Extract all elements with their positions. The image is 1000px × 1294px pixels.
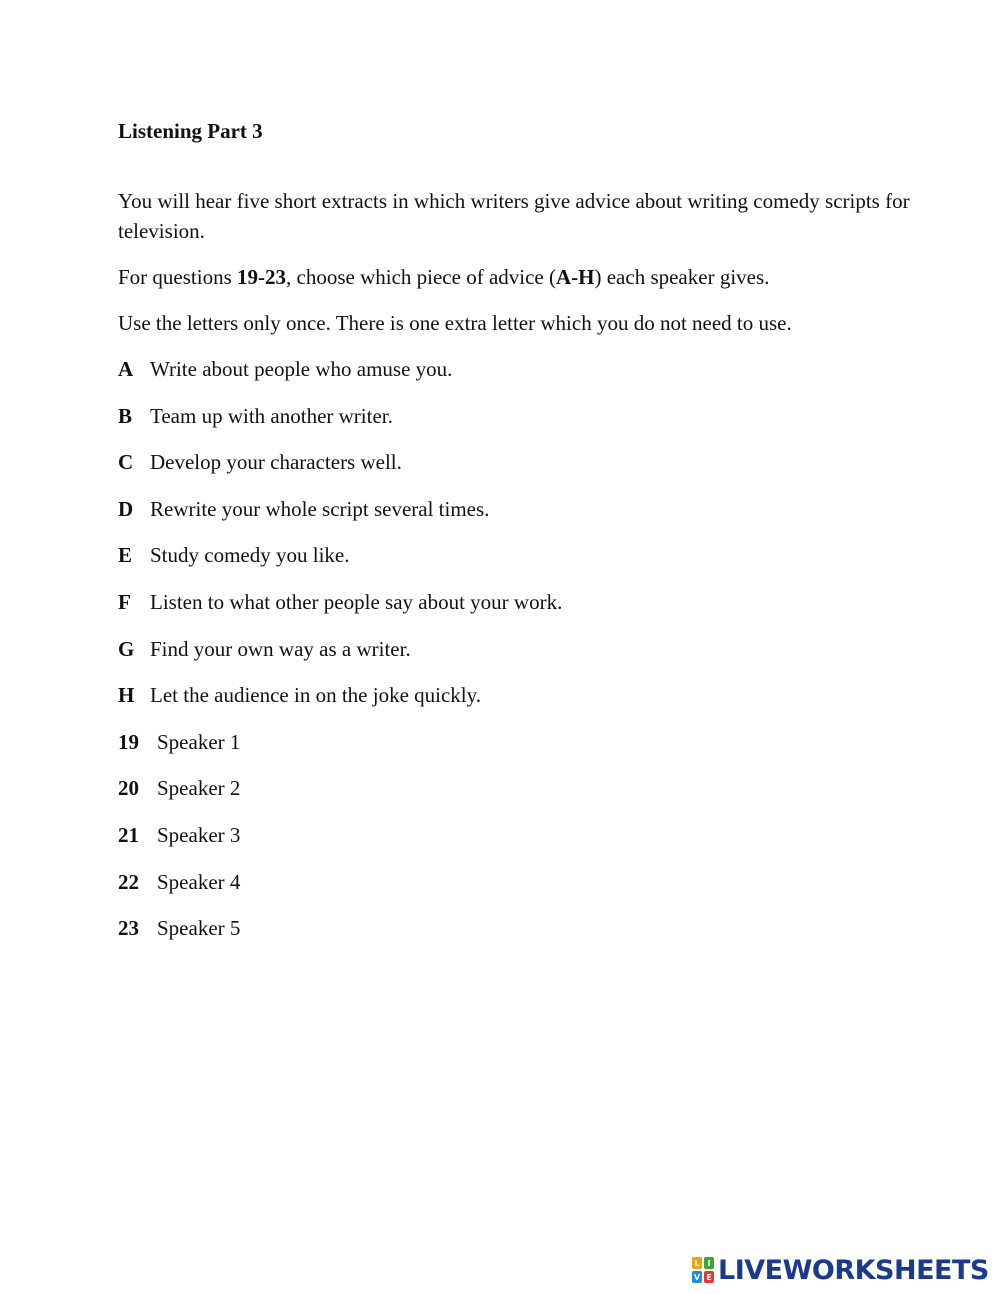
question-item: 23 Speaker 5 <box>118 916 241 941</box>
note-text: Use the letters only once. There is one extra letter which you do not need to use. <box>118 311 792 335</box>
intro-text: You will hear five short extracts in which writers give advice about writing comedy scripts for television. <box>118 189 910 243</box>
question-item: 20 Speaker 2 <box>118 776 241 801</box>
worksheet-page <box>118 116 918 960</box>
option-item: E Study comedy you like. <box>118 543 350 568</box>
question-item: 22 Speaker 4 <box>118 869 241 894</box>
liveworksheets-logo <box>692 1252 989 1288</box>
question-item: 19 Speaker 1 <box>118 729 241 754</box>
option-item: G Find your own way as a writer. <box>118 636 411 661</box>
option-item: H Let the audience in on the joke quickly. <box>118 683 482 708</box>
logo-icon-tile: I <box>704 1257 714 1269</box>
instruction-text: For questions 19-23, choose which piece of advice (A-H) each speaker gives. <box>118 265 770 289</box>
logo-icon-tile: V <box>693 1272 701 1282</box>
option-item: A Write about people who amuse you. <box>118 357 453 381</box>
page-title: Listening Part 3 <box>118 119 263 143</box>
option-item: F Listen to what other people say about your work. <box>118 589 563 614</box>
logo-icon <box>692 1257 714 1283</box>
logo-icon-tile: L <box>692 1257 702 1269</box>
logo-text: LIVEWORKSHEETS <box>718 1254 989 1286</box>
questions-list <box>118 727 918 943</box>
option-item: D Rewrite your whole script several times. <box>118 496 490 521</box>
option-item: C Develop your characters well. <box>118 450 402 475</box>
question-item: 21 Speaker 3 <box>118 822 241 847</box>
options-list <box>118 354 918 710</box>
option-item: B Team up with another writer. <box>118 403 393 428</box>
logo-icon-tile: E <box>704 1271 714 1283</box>
